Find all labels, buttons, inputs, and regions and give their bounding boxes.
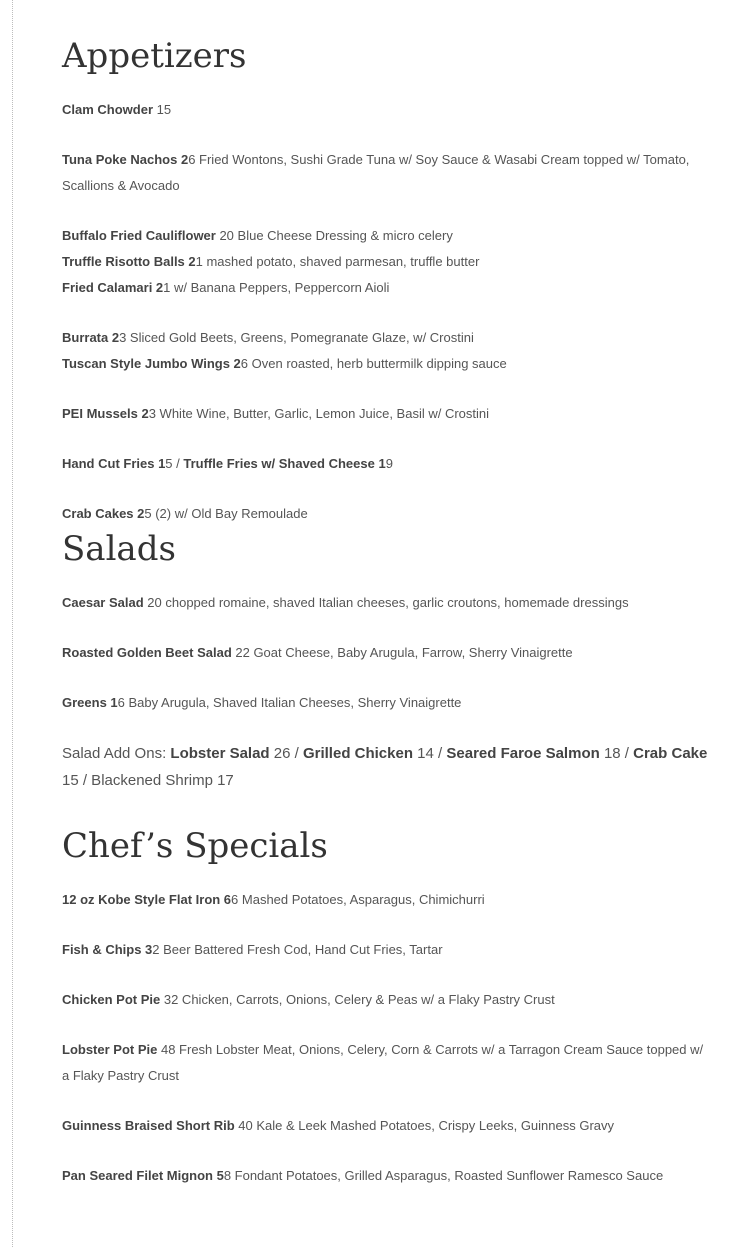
menu-item-hand-cut-fries: Hand Cut Fries 15 / Truffle Fries w/ Shaved Cheese 19 <box>62 456 393 471</box>
menu-item-golden-beet-salad: Roasted Golden Beet Salad 22 Goat Cheese, Baby Arugula, Farrow, Sherry Vinaigrette <box>62 645 573 660</box>
menu-item-truffle-risotto-balls: Truffle Risotto Balls 21 mashed potato, shaved parmesan, truffle butter <box>62 254 480 269</box>
menu-content <box>62 0 712 1189</box>
menu-item-filet-mignon: Pan Seared Filet Mignon 58 Fondant Potatoes, Grilled Asparagus, Roasted Sunflower Ramesco Sauce <box>62 1168 664 1183</box>
salad-add-ons: Salad Add Ons: Lobster Salad 26 / Grilled Chicken 14 / Seared Faroe Salmon 18 / Crab Cake 15 / Blackened Shrimp 17 <box>62 745 708 789</box>
menu-item-chicken-pot-pie: Chicken Pot Pie 32 Chicken, Carrots, Onions, Celery & Peas w/ a Flaky Pastry Crust <box>62 992 555 1007</box>
menu-item-clam-chowder: Clam Chowder 15 <box>62 102 172 117</box>
menu-item-burrata: Burrata 23 Sliced Gold Beets, Greens, Pomegranate Glaze, w/ Crostini <box>62 330 474 345</box>
menu-item-short-rib: Guinness Braised Short Rib 40 Kale & Leek Mashed Potatoes, Crispy Leeks, Guinness Gravy <box>62 1118 615 1133</box>
menu-item-greens: Greens 16 Baby Arugula, Shaved Italian Cheeses, Sherry Vinaigrette <box>62 695 462 710</box>
menu-item-kobe-flat-iron: 12 oz Kobe Style Flat Iron 66 Mashed Potatoes, Asparagus, Chimichurri <box>62 892 485 907</box>
appetizers-heading: Appetizers <box>62 36 247 76</box>
menu-item-lobster-pot-pie: Lobster Pot Pie 48 Fresh Lobster Meat, Onions, Celery, Corn & Carrots w/ a Tarragon Cream Sauce topped w/ a Flaky Pastry Crust <box>62 1042 704 1083</box>
menu-item-pei-mussels: PEI Mussels 23 White Wine, Butter, Garlic, Lemon Juice, Basil w/ Crostini <box>62 406 490 421</box>
page-border-line <box>12 0 13 1247</box>
chefs-specials-heading: Chef’s Specials <box>62 826 328 866</box>
menu-item-tuna-poke-nachos: Tuna Poke Nachos 26 Fried Wontons, Sushi Grade Tuna w/ Soy Sauce & Wasabi Cream topped w/ Tomato, Scallions & Avocado <box>62 152 690 193</box>
menu-item-buffalo-cauliflower: Buffalo Fried Cauliflower 20 Blue Cheese Dressing & micro celery <box>62 228 453 243</box>
menu-item-fish-and-chips: Fish & Chips 32 Beer Battered Fresh Cod, Hand Cut Fries, Tartar <box>62 942 443 957</box>
salads-heading: Salads <box>62 529 176 569</box>
menu-item-fried-calamari: Fried Calamari 21 w/ Banana Peppers, Peppercorn Aioli <box>62 280 390 295</box>
menu-item-caesar-salad: Caesar Salad 20 chopped romaine, shaved Italian cheeses, garlic croutons, homemade dressings <box>62 595 629 610</box>
menu-item-crab-cakes: Crab Cakes 25 (2) w/ Old Bay Remoulade <box>62 506 308 521</box>
menu-item-jumbo-wings: Tuscan Style Jumbo Wings 26 Oven roasted, herb buttermilk dipping sauce <box>62 356 507 371</box>
